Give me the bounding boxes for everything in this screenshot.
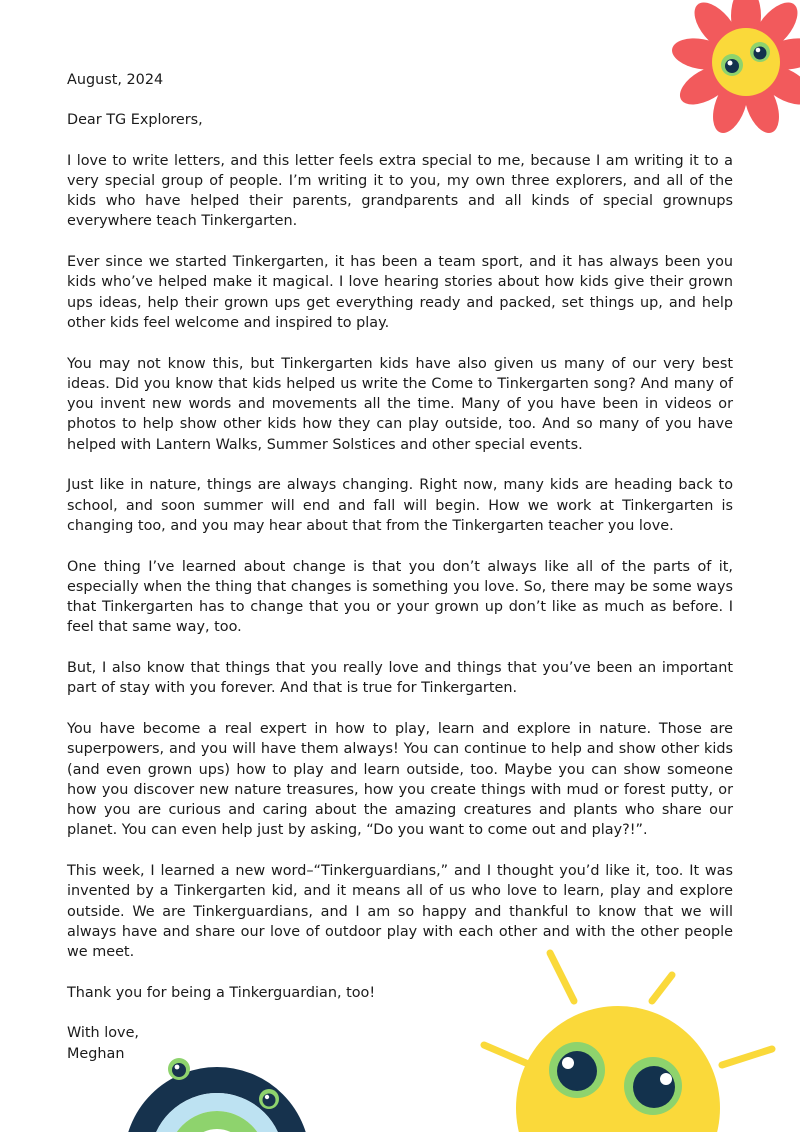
sun-ray (484, 1045, 526, 1063)
rainbow-icon (125, 1050, 310, 1132)
letter-date: August, 2024 (67, 72, 164, 88)
letter-paragraph: I love to write letters, and this letter feels extra special to me, because I am writing it to a very special group of people. I’m writing it to you, my own three explorers, and all of the kids who have helped their parents, grandparents and all kinds of special grownups everywhere teach Tinkergarten. (67, 152, 733, 230)
letter-paragraph: Ever since we started Tinkergarten, it has been a team sport, and it has always been you kids who’ve helped make it magical. I love hearing stories about how kids give their grown ups ideas, help their grown ups get everything ready and packed, set things up, and help other kids feel welcome and inspired to play. (67, 254, 733, 331)
sun-ray (722, 1049, 772, 1065)
letter-greeting: Dear TG Explorers, (67, 112, 203, 129)
letter-closing: With love, (67, 1025, 139, 1042)
letter-paragraph: You may not know this, but Tinkergarten kids have also given us many of our very best ideas. Did you know that kids helped us write the Come to Tinkergarten song? And many of you invent new words and movements all the time. Many of you have been in videos or photos to help show other kids how they can play outside, too. And so many of you have helped with Lantern Walks, Summer Solstices and other special events. (67, 355, 733, 453)
letter-paragraph: This week, I learned a new word–“Tinkerguardians,” and I thought you’d like it, too. It was invented by a Tinkergarten kid, and it means all of us who love to learn, play and explore outside. We are Tinkerguardians, and I am so happy and thankful to know that we will always have and share our love of outdoor play with each other and with the other people we meet. (67, 862, 733, 961)
letter-signature: Meghan (67, 1045, 125, 1062)
sun-icon (470, 945, 790, 1132)
letter-paragraph: You have become a real expert in how to play, learn and explore in nature. Those are superpowers, and you will have them always! You can continue to help and show other kids (and even grown ups) how to play and learn outside, too. Maybe you can show someone how you discover new nature treasures, how you create things with mud or forest putty, or how you are curious and caring about the amazing creatures and plants who share our planet. You can even help just by asking, “Do you want to come out and play?!”. (67, 720, 733, 839)
letter-body (67, 70, 733, 1064)
sun-ray (550, 953, 574, 1001)
sun-face (516, 1006, 720, 1132)
letter-paragraph: One thing I’ve learned about change is that you don’t always like all of the parts of it, especially when the thing that changes is something you love. So, there may be some ways that Tinkergarten has to change that you or your grown up don’t like as much as before. I feel that same way, too. (67, 558, 733, 636)
sun-ray (652, 975, 672, 1001)
letter-paragraph: Just like in nature, things are always changing. Right now, many kids are heading back to school, and soon summer will end and fall will begin. How we work at Tinkergarten is changing too, and you may hear about that from the Tinkergarten teacher you love. (67, 477, 733, 534)
letter-thanks: Thank you for being a Tinkerguardian, too! (67, 984, 376, 1001)
letter-paragraph: But, I also know that things that you really love and things that you’ve been an important part of stay with you forever. And that is true for Tinkergarten. (67, 660, 733, 697)
rainbow-arc-inner (177, 1120, 257, 1132)
